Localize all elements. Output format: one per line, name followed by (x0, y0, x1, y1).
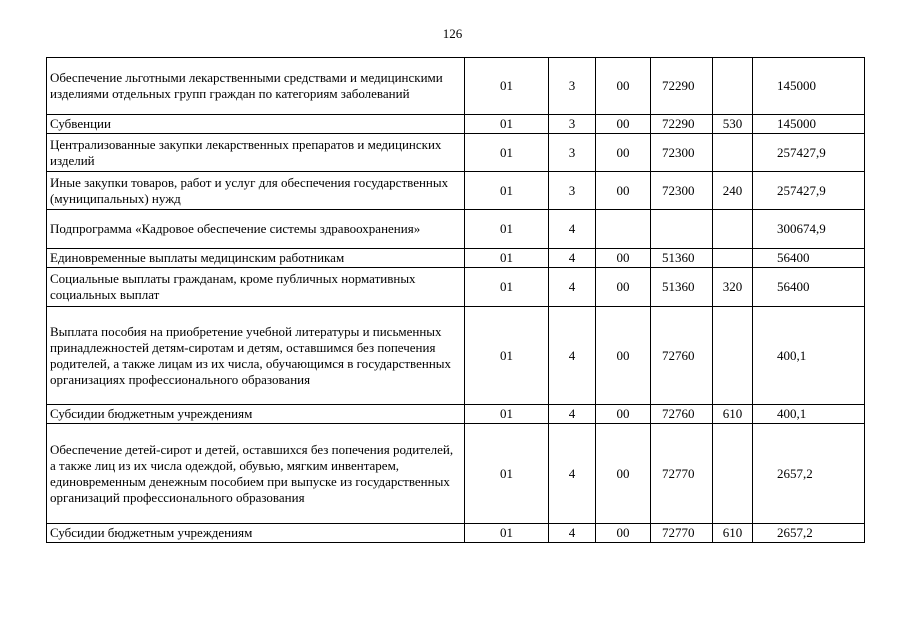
code-5: 240 (713, 172, 753, 210)
code-1: 01 (465, 307, 549, 405)
row-name: Выплата пособия на приобретение учебной литературы и письменных принадлежностей детям-сиротам и детям, оставшимся без попечения родителей, а также лицам из их числа, обучающимся в государственных организациях профессионального образования (47, 307, 465, 405)
code-5 (713, 210, 753, 249)
code-4: 51360 (651, 249, 713, 268)
code-4: 72760 (651, 405, 713, 424)
code-3: 00 (596, 172, 651, 210)
code-1: 01 (465, 210, 549, 249)
table-row (47, 524, 865, 543)
code-2: 4 (549, 210, 596, 249)
row-name: Субсидии бюджетным учреждениям (47, 524, 465, 543)
budget-table-body (47, 58, 865, 543)
table-row (47, 172, 865, 210)
code-3: 00 (596, 115, 651, 134)
amount: 145000 (753, 115, 865, 134)
code-4: 72770 (651, 524, 713, 543)
code-1: 01 (465, 172, 549, 210)
code-5: 530 (713, 115, 753, 134)
code-4: 51360 (651, 268, 713, 307)
table-row (47, 405, 865, 424)
amount: 2657,2 (753, 424, 865, 524)
row-name: Подпрограмма «Кадровое обеспечение системы здравоохранения» (47, 210, 465, 249)
amount: 56400 (753, 249, 865, 268)
code-3: 00 (596, 405, 651, 424)
budget-table (46, 57, 865, 543)
code-2: 4 (549, 424, 596, 524)
code-1: 01 (465, 134, 549, 172)
code-2: 3 (549, 58, 596, 115)
code-3: 00 (596, 307, 651, 405)
code-5 (713, 307, 753, 405)
code-2: 3 (549, 115, 596, 134)
code-5 (713, 58, 753, 115)
row-name: Социальные выплаты гражданам, кроме публичных нормативных социальных выплат (47, 268, 465, 307)
code-4: 72290 (651, 58, 713, 115)
code-1: 01 (465, 58, 549, 115)
amount: 257427,9 (753, 134, 865, 172)
table-row (47, 249, 865, 268)
code-2: 4 (549, 405, 596, 424)
row-name: Централизованные закупки лекарственных препаратов и медицинских изделий (47, 134, 465, 172)
code-2: 3 (549, 172, 596, 210)
code-2: 4 (549, 524, 596, 543)
code-2: 4 (549, 249, 596, 268)
amount: 257427,9 (753, 172, 865, 210)
code-4: 72300 (651, 134, 713, 172)
table-row (47, 58, 865, 115)
row-name: Обеспечение детей-сирот и детей, оставшихся без попечения родителей, а также лиц из их числа одеждой, обувью, мягким инвентарем, единовременным денежным пособием при выпуске из государственных организаций профессионального образования (47, 424, 465, 524)
row-name: Субвенции (47, 115, 465, 134)
code-3 (596, 210, 651, 249)
code-5 (713, 424, 753, 524)
code-4: 72770 (651, 424, 713, 524)
code-2: 4 (549, 268, 596, 307)
table-row (47, 134, 865, 172)
table-row (47, 210, 865, 249)
amount: 300674,9 (753, 210, 865, 249)
table-row (47, 307, 865, 405)
code-4: 72760 (651, 307, 713, 405)
row-name: Иные закупки товаров, работ и услуг для обеспечения государственных (муниципальных) нужд (47, 172, 465, 210)
amount: 400,1 (753, 307, 865, 405)
amount: 2657,2 (753, 524, 865, 543)
row-name: Единовременные выплаты медицинским работникам (47, 249, 465, 268)
code-3: 00 (596, 424, 651, 524)
code-2: 3 (549, 134, 596, 172)
code-3: 00 (596, 524, 651, 543)
code-4: 72300 (651, 172, 713, 210)
code-4 (651, 210, 713, 249)
code-5 (713, 134, 753, 172)
table-row (47, 268, 865, 307)
table-row (47, 424, 865, 524)
code-1: 01 (465, 249, 549, 268)
code-4: 72290 (651, 115, 713, 134)
amount: 56400 (753, 268, 865, 307)
amount: 400,1 (753, 405, 865, 424)
code-3: 00 (596, 134, 651, 172)
code-1: 01 (465, 524, 549, 543)
row-name: Субсидии бюджетным учреждениям (47, 405, 465, 424)
page-number: 126 (442, 26, 463, 41)
code-3: 00 (596, 249, 651, 268)
code-1: 01 (465, 424, 549, 524)
code-2: 4 (549, 307, 596, 405)
code-3: 00 (596, 58, 651, 115)
amount: 145000 (753, 58, 865, 115)
row-name: Обеспечение льготными лекарственными средствами и медицинскими изделиями отдельных групп граждан по категориям заболеваний (47, 58, 465, 115)
code-5 (713, 249, 753, 268)
code-1: 01 (465, 405, 549, 424)
table-row (47, 115, 865, 134)
code-5: 610 (713, 405, 753, 424)
code-5: 320 (713, 268, 753, 307)
code-3: 00 (596, 268, 651, 307)
code-1: 01 (465, 115, 549, 134)
code-5: 610 (713, 524, 753, 543)
code-1: 01 (465, 268, 549, 307)
